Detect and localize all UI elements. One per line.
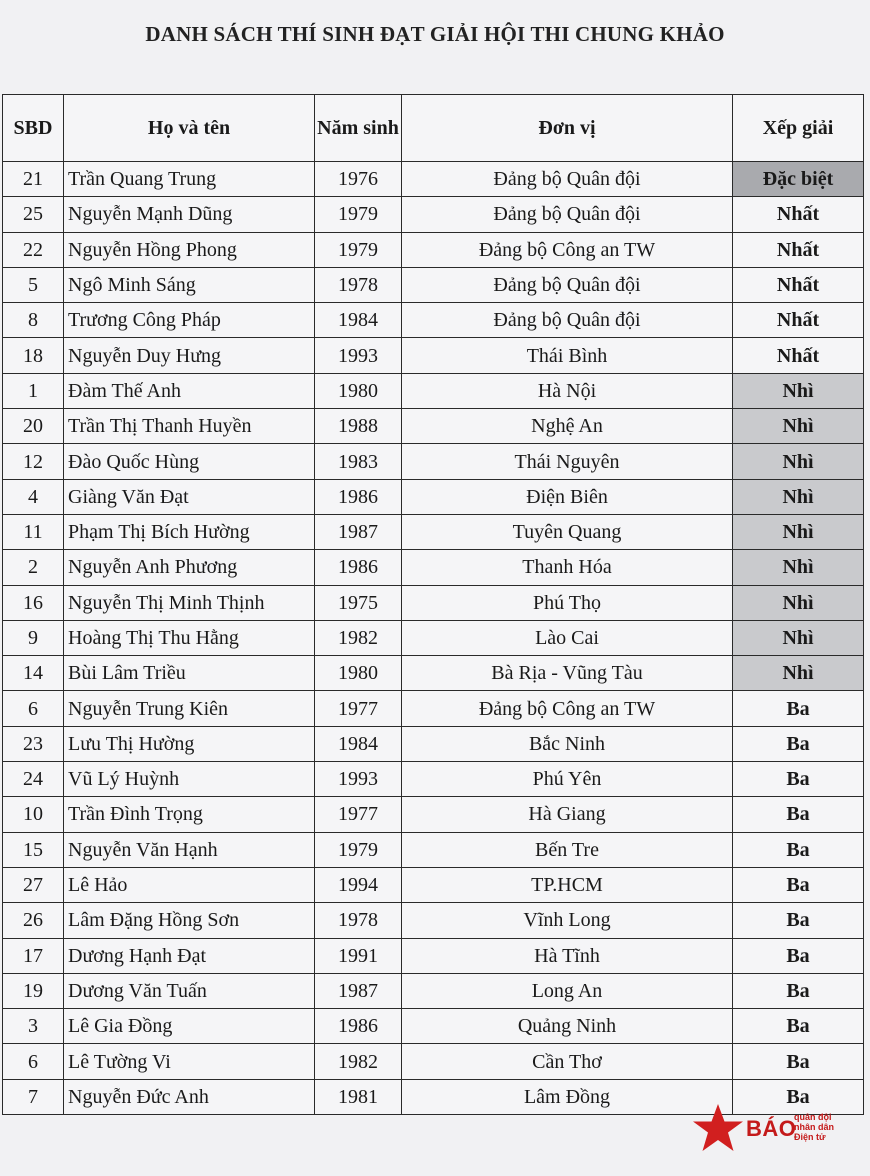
cell-year: 1979 (315, 832, 402, 867)
cell-prize: Ba (733, 867, 864, 902)
cell-sbd: 7 (3, 1079, 64, 1114)
header-year: Năm sinh (315, 95, 402, 162)
cell-year: 1980 (315, 373, 402, 408)
table-row (3, 973, 864, 1008)
cell-year: 1986 (315, 1009, 402, 1044)
cell-year: 1977 (315, 797, 402, 832)
cell-name: Trần Quang Trung (64, 162, 315, 197)
cell-prize: Nhất (733, 232, 864, 267)
cell-name: Nguyễn Anh Phương (64, 550, 315, 585)
cell-prize: Ba (733, 1079, 864, 1114)
table-row (3, 338, 864, 373)
cell-sbd: 22 (3, 232, 64, 267)
cell-sbd: 10 (3, 797, 64, 832)
cell-name: Nguyễn Trung Kiên (64, 691, 315, 726)
cell-unit: Hà Giang (402, 797, 733, 832)
cell-prize: Nhì (733, 373, 864, 408)
cell-prize: Nhất (733, 338, 864, 373)
newspaper-logo (692, 1098, 852, 1158)
cell-sbd: 15 (3, 832, 64, 867)
cell-name: Giàng Văn Đạt (64, 479, 315, 514)
cell-name: Nguyễn Duy Hưng (64, 338, 315, 373)
cell-prize: Nhì (733, 550, 864, 585)
cell-sbd: 14 (3, 656, 64, 691)
table-row (3, 1044, 864, 1079)
cell-sbd: 19 (3, 973, 64, 1008)
cell-year: 1976 (315, 162, 402, 197)
cell-unit: Long An (402, 973, 733, 1008)
table-row (3, 514, 864, 549)
cell-unit: Cần Thơ (402, 1044, 733, 1079)
cell-sbd: 17 (3, 938, 64, 973)
cell-prize: Nhì (733, 479, 864, 514)
cell-name: Hoàng Thị Thu Hằng (64, 620, 315, 655)
cell-name: Lê Hảo (64, 867, 315, 902)
cell-name: Nguyễn Thị Minh Thịnh (64, 585, 315, 620)
cell-year: 1978 (315, 267, 402, 302)
cell-prize: Ba (733, 797, 864, 832)
header-name: Họ và tên (64, 95, 315, 162)
table-row (3, 444, 864, 479)
cell-prize: Ba (733, 832, 864, 867)
table-row (3, 585, 864, 620)
cell-unit: Phú Yên (402, 762, 733, 797)
cell-unit: Phú Thọ (402, 585, 733, 620)
cell-year: 1977 (315, 691, 402, 726)
cell-sbd: 6 (3, 1044, 64, 1079)
table-row (3, 373, 864, 408)
cell-unit: Đảng bộ Quân đội (402, 303, 733, 338)
cell-sbd: 21 (3, 162, 64, 197)
cell-prize: Ba (733, 762, 864, 797)
cell-sbd: 27 (3, 867, 64, 902)
cell-prize: Ba (733, 1044, 864, 1079)
cell-year: 1986 (315, 550, 402, 585)
cell-year: 1983 (315, 444, 402, 479)
cell-prize: Nhì (733, 585, 864, 620)
cell-sbd: 6 (3, 691, 64, 726)
cell-sbd: 24 (3, 762, 64, 797)
cell-prize: Nhất (733, 303, 864, 338)
cell-prize: Ba (733, 1009, 864, 1044)
table-row (3, 691, 864, 726)
table-row (3, 550, 864, 585)
cell-sbd: 23 (3, 726, 64, 761)
cell-sbd: 11 (3, 514, 64, 549)
header-prize: Xếp giải (733, 95, 864, 162)
header-row (3, 95, 864, 162)
cell-year: 1982 (315, 620, 402, 655)
cell-name: Nguyễn Văn Hạnh (64, 832, 315, 867)
cell-unit: Hà Tĩnh (402, 938, 733, 973)
cell-prize: Ba (733, 726, 864, 761)
cell-sbd: 5 (3, 267, 64, 302)
table-row (3, 762, 864, 797)
cell-unit: Đảng bộ Quân đội (402, 197, 733, 232)
cell-unit: Bắc Ninh (402, 726, 733, 761)
table-row (3, 479, 864, 514)
table-row (3, 162, 864, 197)
cell-name: Nguyễn Mạnh Dũng (64, 197, 315, 232)
cell-unit: Tuyên Quang (402, 514, 733, 549)
table-header (3, 95, 864, 162)
cell-name: Phạm Thị Bích Hường (64, 514, 315, 549)
table-row (3, 867, 864, 902)
cell-sbd: 16 (3, 585, 64, 620)
cell-year: 1979 (315, 197, 402, 232)
cell-sbd: 20 (3, 409, 64, 444)
cell-year: 1987 (315, 973, 402, 1008)
cell-sbd: 2 (3, 550, 64, 585)
table-row (3, 232, 864, 267)
cell-sbd: 4 (3, 479, 64, 514)
cell-year: 1978 (315, 903, 402, 938)
logo-subtitle-line: Điện tử (794, 1132, 826, 1142)
table-row (3, 656, 864, 691)
cell-name: Bùi Lâm Triều (64, 656, 315, 691)
cell-prize: Nhì (733, 656, 864, 691)
cell-prize: Đặc biệt (733, 162, 864, 197)
cell-unit: Nghệ An (402, 409, 733, 444)
cell-prize: Nhì (733, 444, 864, 479)
header-unit: Đơn vị (402, 95, 733, 162)
cell-prize: Ba (733, 691, 864, 726)
table-row (3, 832, 864, 867)
cell-name: Trương Công Pháp (64, 303, 315, 338)
table-row (3, 797, 864, 832)
cell-sbd: 12 (3, 444, 64, 479)
table-row (3, 1009, 864, 1044)
cell-name: Lâm Đặng Hồng Sơn (64, 903, 315, 938)
table-row (3, 267, 864, 302)
table-row (3, 409, 864, 444)
table-row (3, 726, 864, 761)
cell-year: 1981 (315, 1079, 402, 1114)
cell-unit: Thái Bình (402, 338, 733, 373)
cell-unit: Hà Nội (402, 373, 733, 408)
cell-name: Trần Đình Trọng (64, 797, 315, 832)
cell-year: 1982 (315, 1044, 402, 1079)
cell-year: 1980 (315, 656, 402, 691)
cell-year: 1984 (315, 726, 402, 761)
cell-prize: Ba (733, 938, 864, 973)
cell-sbd: 8 (3, 303, 64, 338)
cell-sbd: 9 (3, 620, 64, 655)
header-sbd: SBD (3, 95, 64, 162)
table-row (3, 303, 864, 338)
winners-table (2, 94, 864, 1115)
cell-year: 1993 (315, 338, 402, 373)
table-row (3, 903, 864, 938)
logo-brand: BÁO (746, 1116, 797, 1141)
cell-year: 1988 (315, 409, 402, 444)
logo-subtitle-line: quân đội (794, 1112, 832, 1122)
table-row (3, 620, 864, 655)
cell-prize: Nhì (733, 620, 864, 655)
cell-sbd: 26 (3, 903, 64, 938)
cell-year: 1994 (315, 867, 402, 902)
logo-subtitle (794, 1112, 834, 1142)
cell-unit: Đảng bộ Công an TW (402, 691, 733, 726)
cell-year: 1984 (315, 303, 402, 338)
cell-sbd: 3 (3, 1009, 64, 1044)
cell-name: Trần Thị Thanh Huyền (64, 409, 315, 444)
cell-name: Đàm Thế Anh (64, 373, 315, 408)
cell-unit: Thanh Hóa (402, 550, 733, 585)
cell-unit: Lâm Đồng (402, 1079, 733, 1114)
cell-sbd: 18 (3, 338, 64, 373)
cell-name: Đào Quốc Hùng (64, 444, 315, 479)
cell-unit: Điện Biên (402, 479, 733, 514)
cell-year: 1979 (315, 232, 402, 267)
cell-unit: Đảng bộ Quân đội (402, 267, 733, 302)
cell-name: Vũ Lý Huỳnh (64, 762, 315, 797)
cell-name: Lê Gia Đồng (64, 1009, 315, 1044)
cell-prize: Nhất (733, 267, 864, 302)
cell-name: Dương Hạnh Đạt (64, 938, 315, 973)
cell-name: Nguyễn Đức Anh (64, 1079, 315, 1114)
logo-subtitle-line: nhân dân (794, 1122, 834, 1132)
star-icon (692, 1102, 744, 1154)
cell-year: 1987 (315, 514, 402, 549)
cell-unit: Thái Nguyên (402, 444, 733, 479)
cell-sbd: 25 (3, 197, 64, 232)
cell-prize: Nhì (733, 409, 864, 444)
document-title: DANH SÁCH THÍ SINH ĐẠT GIẢI HỘI THI CHUNG KHẢO (145, 22, 725, 46)
cell-unit: Đảng bộ Công an TW (402, 232, 733, 267)
cell-prize: Nhất (733, 197, 864, 232)
cell-unit: Vĩnh Long (402, 903, 733, 938)
table-row (3, 197, 864, 232)
cell-year: 1993 (315, 762, 402, 797)
cell-year: 1975 (315, 585, 402, 620)
cell-sbd: 1 (3, 373, 64, 408)
table-body (3, 162, 864, 1115)
cell-name: Lưu Thị Hường (64, 726, 315, 761)
cell-name: Ngô Minh Sáng (64, 267, 315, 302)
cell-unit: Đảng bộ Quân đội (402, 162, 733, 197)
cell-unit: Bến Tre (402, 832, 733, 867)
cell-unit: TP.HCM (402, 867, 733, 902)
cell-unit: Bà Rịa - Vũng Tàu (402, 656, 733, 691)
cell-unit: Lào Cai (402, 620, 733, 655)
cell-year: 1991 (315, 938, 402, 973)
cell-name: Dương Văn Tuấn (64, 973, 315, 1008)
cell-year: 1986 (315, 479, 402, 514)
cell-prize: Ba (733, 973, 864, 1008)
cell-name: Nguyễn Hồng Phong (64, 232, 315, 267)
cell-prize: Nhì (733, 514, 864, 549)
table-row (3, 938, 864, 973)
cell-unit: Quảng Ninh (402, 1009, 733, 1044)
cell-prize: Ba (733, 903, 864, 938)
cell-name: Lê Tường Vi (64, 1044, 315, 1079)
